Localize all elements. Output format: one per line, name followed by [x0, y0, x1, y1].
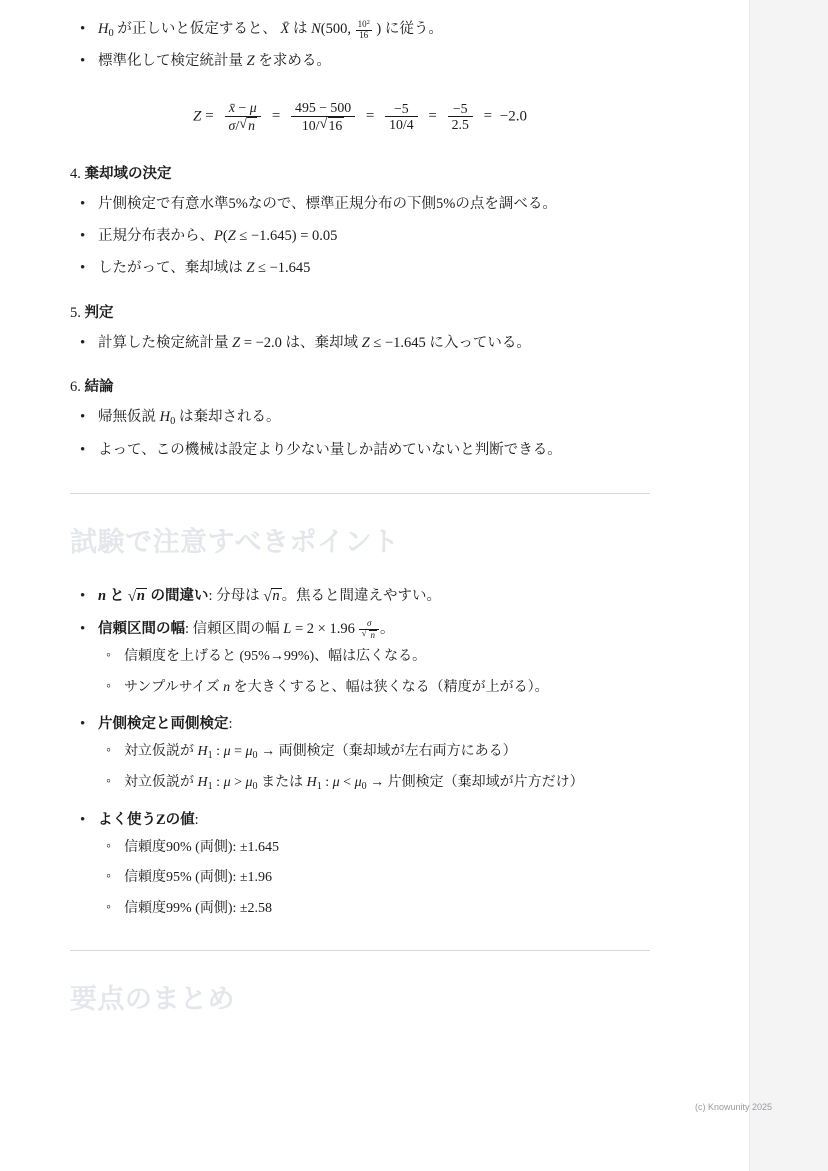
sub-list-item: ◦ 信頼度を上げると (95%→99%)、幅は広くなる。 — [98, 646, 650, 668]
sub-list-item: ◦ 対立仮説が $H_1$ : $\mu = \mu_0$ → 両側検定（棄却域が左右両方にある） — [98, 741, 650, 764]
list-item-label: 片側検定と両側検定 — [98, 716, 229, 733]
sub-list-item: ◦ 対立仮説が $H_1$ : $\mu > \mu_0$ または $H_1$ : $\mu < \mu_0$ → 片側検定（棄却域が片方だけ） — [98, 772, 650, 795]
z-statistic-formula: Z = $\frac{x̄ - \mu}{\sigma/ √ n}$ = $\frac{495 - 500}{10/ √ 16}$ = $\frac{-5}{10/4}$ = $\frac{-5}{2.5}$ = −2.0 — [70, 100, 650, 134]
list-item-label: 信頼区間の幅 — [98, 621, 185, 638]
list-item-text: よって、この機械は設定より少ない量しか詰めていないと判断できる。 — [98, 441, 562, 458]
section-5-list — [70, 332, 650, 356]
copyright-notice: (c) Knowunity 2025 — [695, 1102, 773, 1112]
sub-list — [98, 741, 650, 795]
list-item: • 標準化して検定統計量 Z を求める。 — [70, 50, 650, 74]
exam-points-heading: 試験で注意すべきポイント — [70, 526, 400, 557]
section-number: 6. — [70, 379, 81, 396]
sub-list-item: ◦ 信頼度95% (両側): ±1.96 — [98, 867, 650, 889]
exam-points-list — [70, 585, 650, 921]
section-heading-5 — [70, 301, 650, 322]
sub-list-item: ◦ サンプルサイズ n を大きくすると、幅は狭くなる（精度が上がる）。 — [98, 677, 650, 699]
list-item: • 帰無仮説 $H_0$ は棄却される。 — [70, 406, 650, 430]
section-divider-bottom — [70, 950, 650, 951]
list-item — [70, 439, 650, 463]
list-item: • 片側検定と両側検定: ◦ 対立仮説が $H_1$ : $\mu = \mu_0$ → 両側検定（棄却域が左右両方にある） ◦ 対立仮説が $H_1$ : $\mu > \mu_0$ または $H_1$ : $\mu < \mu_0$ → 片側検定（棄却域が片方だけ） — [70, 713, 650, 795]
section-divider — [70, 493, 650, 494]
section-number: 4. — [70, 165, 81, 182]
section-title: 結論 — [84, 379, 114, 396]
list-item: • n と √ n の間違い: 分母は √ n 。焦ると間違えやすい。 — [70, 585, 650, 609]
list-item — [70, 193, 650, 217]
list-item: • したがって、棄却域は Z ≤ −1.645 — [70, 257, 650, 281]
list-item: • 信頼区間の幅: 信頼区間の幅 L = 2 × 1.96 σ √ n 。 ◦ 信頼度を上げると (95%→99%)、幅は広くなる。 ◦ サンプルサイズ n を大きくすると、幅は狭くなる（精度が上がる）。 — [70, 618, 650, 699]
document-content — [70, 18, 650, 1016]
section-heading-4 — [70, 162, 650, 183]
list-item: • 正規分布表から、P(Z ≤ −1.645) = 0.05 — [70, 225, 650, 249]
sub-list-item: ◦ 信頼度90% (両側): ±1.645 — [98, 837, 650, 859]
section-title: 棄却域の決定 — [84, 165, 172, 182]
section-number: 5. — [70, 304, 81, 321]
list-item-text: 片側検定で有意水準5%なので、標準正規分布の下側5%の点を調べる。 — [98, 195, 557, 212]
section-heading-6 — [70, 375, 650, 396]
section-4-list — [70, 193, 650, 281]
section-title: 判定 — [84, 304, 114, 321]
section-6-list — [70, 406, 650, 462]
page-right-margin — [749, 0, 828, 1171]
list-item: • よく使うZの値: ◦ 信頼度90% (両側): ±1.645 ◦ 信頼度95% (両側): ±1.96 ◦ 信頼度99% (両側): ±2.58 — [70, 809, 650, 920]
list-item-label: よく使うZの値 — [98, 811, 195, 828]
sub-list — [98, 837, 650, 920]
top-bullet-list — [70, 18, 650, 74]
summary-heading: 要点のまとめ — [70, 984, 235, 1015]
list-item: • $H_0$ が正しいと仮定すると、 X̄ は N(500, $\frac{10^2}{16}$ ) に従う。 — [70, 18, 650, 42]
sub-list — [98, 646, 650, 699]
list-item: • 計算した検定統計量 Z = −2.0 は、棄却域 Z ≤ −1.645 に入っている。 — [70, 332, 650, 356]
sub-list-item: ◦ 信頼度99% (両側): ±2.58 — [98, 898, 650, 920]
